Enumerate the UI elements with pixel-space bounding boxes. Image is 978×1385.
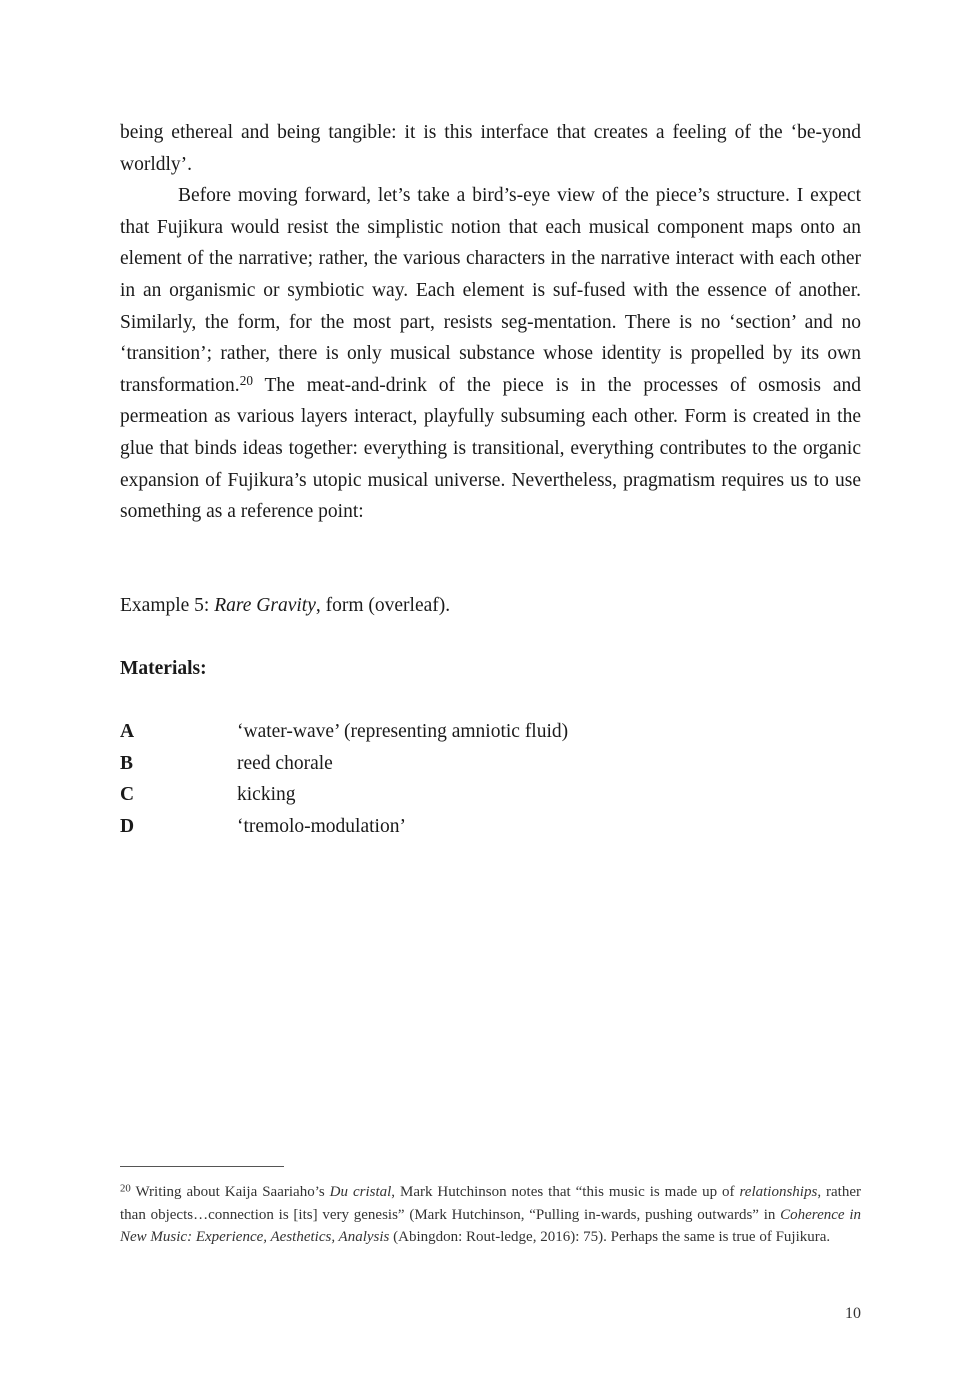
material-description: ‘tremolo-modulation’ xyxy=(237,815,406,837)
material-description: reed chorale xyxy=(237,752,333,774)
footnote-text-2: , Mark Hutchinson notes that “this music is made up of xyxy=(391,1184,740,1200)
material-row xyxy=(120,811,568,843)
footnote-divider xyxy=(120,1166,284,1167)
material-key: D xyxy=(120,815,135,837)
footnote-text-3: , rather than objects…connection is [its] very genesis” (Mark Hutchinson, “Pulling in-wards, pushing outwards” in xyxy=(120,1184,861,1223)
materials-list xyxy=(120,716,568,842)
footnote-reference[interactable]: 20 xyxy=(239,372,253,388)
body-text xyxy=(120,117,861,528)
material-key: A xyxy=(120,721,135,742)
materials-heading: Materials: xyxy=(120,658,207,679)
footnote-text-4: (Abingdon: Rout-ledge, 2016): 75). Perhaps the same is true of Fujikura. xyxy=(389,1229,831,1245)
footnote-italic-1: Du cristal xyxy=(329,1184,392,1200)
example-prefix: Example 5: xyxy=(120,595,215,616)
material-key: B xyxy=(120,752,134,774)
material-row xyxy=(120,748,568,780)
footnote-number: 20 xyxy=(120,1182,131,1195)
footnote-italic-2: relationships xyxy=(739,1184,818,1200)
material-description: ‘water-wave’ (representing amniotic fluid) xyxy=(237,721,569,742)
page-number: 10 xyxy=(845,1305,861,1322)
paragraph-2 xyxy=(120,180,861,528)
paragraph-2-text-a: Before moving forward, let’s take a bird’s-eye view of the piece’s structure. I expect that Fujikura would resist the simplistic notion that each musical component maps onto an element of the narrative; rather, the various characters in the narrative interact with each other in an organismic or symbiotic way. Each element is suf-fused with the essence of another. Similarly, the form, for the most part, resists seg-mentation. There is no ‘section’ and no ‘transition’; rather, there is only musical substance whose identity is propelled by its own transformation. xyxy=(120,185,861,396)
material-row xyxy=(120,779,568,811)
material-description: kicking xyxy=(237,784,296,806)
example-title: Rare Gravity xyxy=(214,595,316,616)
paragraph-1: being ethereal and being tangible: it is this interface that creates a feeling of the ‘be-yond worldly’. xyxy=(120,122,861,175)
material-key: C xyxy=(120,784,135,806)
material-row xyxy=(120,716,568,748)
example-caption xyxy=(120,590,450,622)
footnote xyxy=(120,1181,861,1249)
paragraph-2-text-b: The meat-and-drink of the piece is in the processes of osmosis and permeation as various layers interact, playfully subsuming each other. Form is created in the glue that binds ideas together: everything is transitional, everything contributes to the organic expansion of Fujikura’s utopic musical universe. Nevertheless, pragmatism requires us to use something as a reference point: xyxy=(120,374,861,523)
footnote-italic-3: Coherence in New Music: Experience, Aesthetics, Analysis xyxy=(120,1206,861,1245)
example-suffix: , form (overleaf). xyxy=(315,595,451,616)
footnote-text-1: Writing about Kaija Saariaho’s xyxy=(130,1184,330,1200)
